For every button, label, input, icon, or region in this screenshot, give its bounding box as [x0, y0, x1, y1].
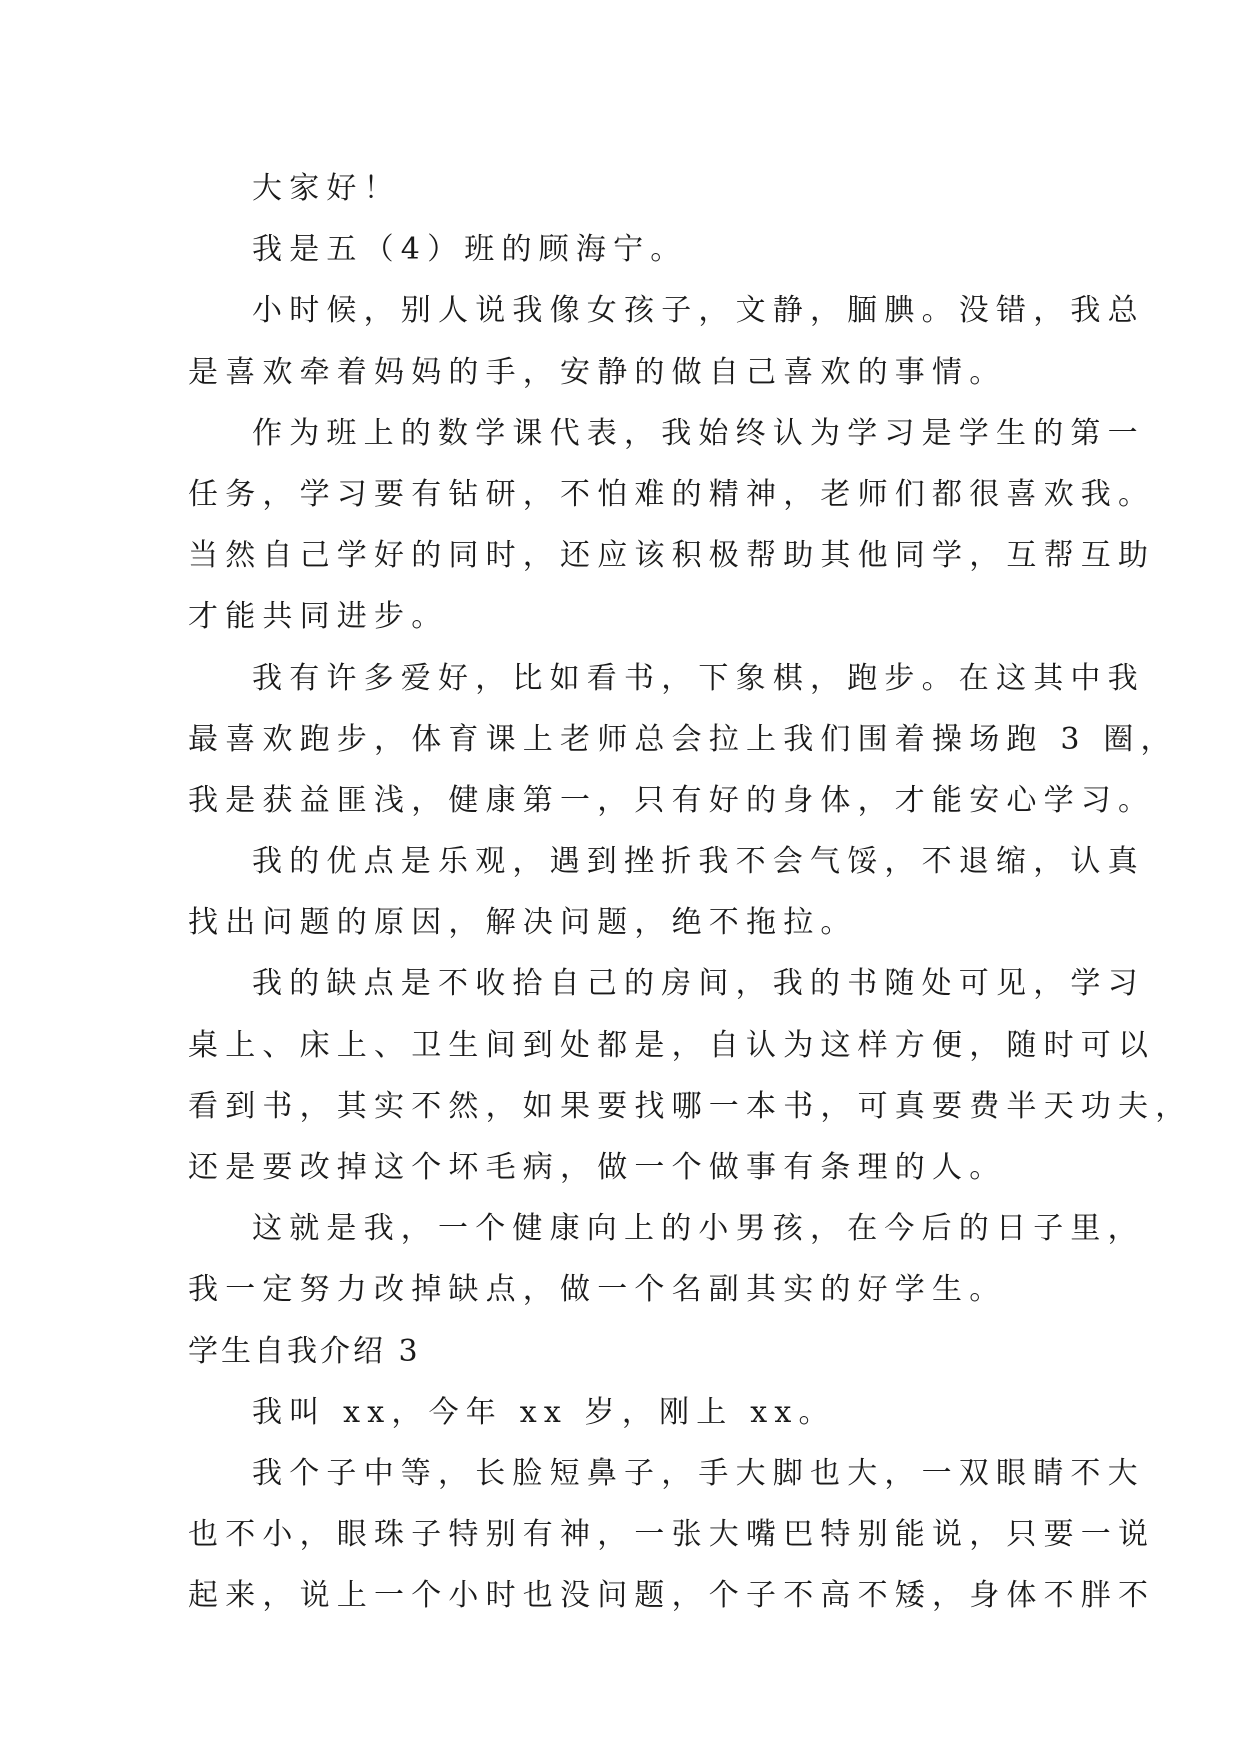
text-line: 是喜欢牵着妈妈的手，安静的做自己喜欢的事情。: [188, 354, 1007, 390]
text-line: 最喜欢跑步，体育课上老师总会拉上我们围着操场跑 3 圈，: [188, 721, 1178, 757]
text-line: 这就是我，一个健康向上的小男孩，在今后的日子里，: [252, 1211, 1145, 1247]
text-line: 看到书，其实不然，如果要找哪一本书，可真要费半天功夫，: [188, 1088, 1193, 1124]
text-line: 作为班上的数学课代表，我始终认为学习是学生的第一: [252, 415, 1145, 451]
text-line: 我个子中等，长脸短鼻子，手大脚也大，一双眼睛不大: [252, 1455, 1145, 1491]
text-line: 小时候，别人说我像女孩子，文静，腼腆。没错，我总: [252, 293, 1145, 329]
section-heading: 学生自我介绍 3: [188, 1333, 421, 1369]
text-line: 还是要改掉这个坏毛病，做一个做事有条理的人。: [188, 1150, 1007, 1185]
text-line: 起来，说上一个小时也没问题，个子不高不矮，身体不胖不: [188, 1578, 1156, 1614]
document-page: [188, 158, 1193, 1627]
text-line: 我有许多爱好，比如看书，下象棋，跑步。在这其中我: [252, 660, 1145, 696]
text-line: 我的缺点是不收拾自己的房间，我的书随处可见，学习: [252, 966, 1145, 1002]
text-line: 我的优点是乐观，遇到挫折我不会气馁，不退缩，认真: [252, 844, 1145, 880]
text-line: 我一定努力改掉缺点，做一个名副其实的好学生。: [188, 1272, 1007, 1308]
text-line: 也不小，眼珠子特别有神，一张大嘴巴特别能说，只要一说: [188, 1517, 1156, 1553]
text-line: 我叫 xx，今年 xx 岁，刚上 xx。: [252, 1394, 836, 1430]
text-line: 大家好！: [252, 171, 401, 206]
text-line: 才能共同进步。: [188, 599, 449, 635]
text-line: 找出问题的原因，解决问题，绝不拖拉。: [188, 905, 858, 941]
text-line: 我是获益匪浅，健康第一，只有好的身体，才能安心学习。: [188, 782, 1156, 818]
text-line: 桌上、床上、卫生间到处都是，自认为这样方便，随时可以: [188, 1027, 1156, 1063]
text-line: 当然自己学好的同时，还应该积极帮助其他同学，互帮互助: [188, 538, 1156, 574]
text-line: 我是五（4）班的顾海宁。: [252, 232, 688, 268]
text-line: 任务，学习要有钻研，不怕难的精神，老师们都很喜欢我。: [188, 476, 1156, 512]
